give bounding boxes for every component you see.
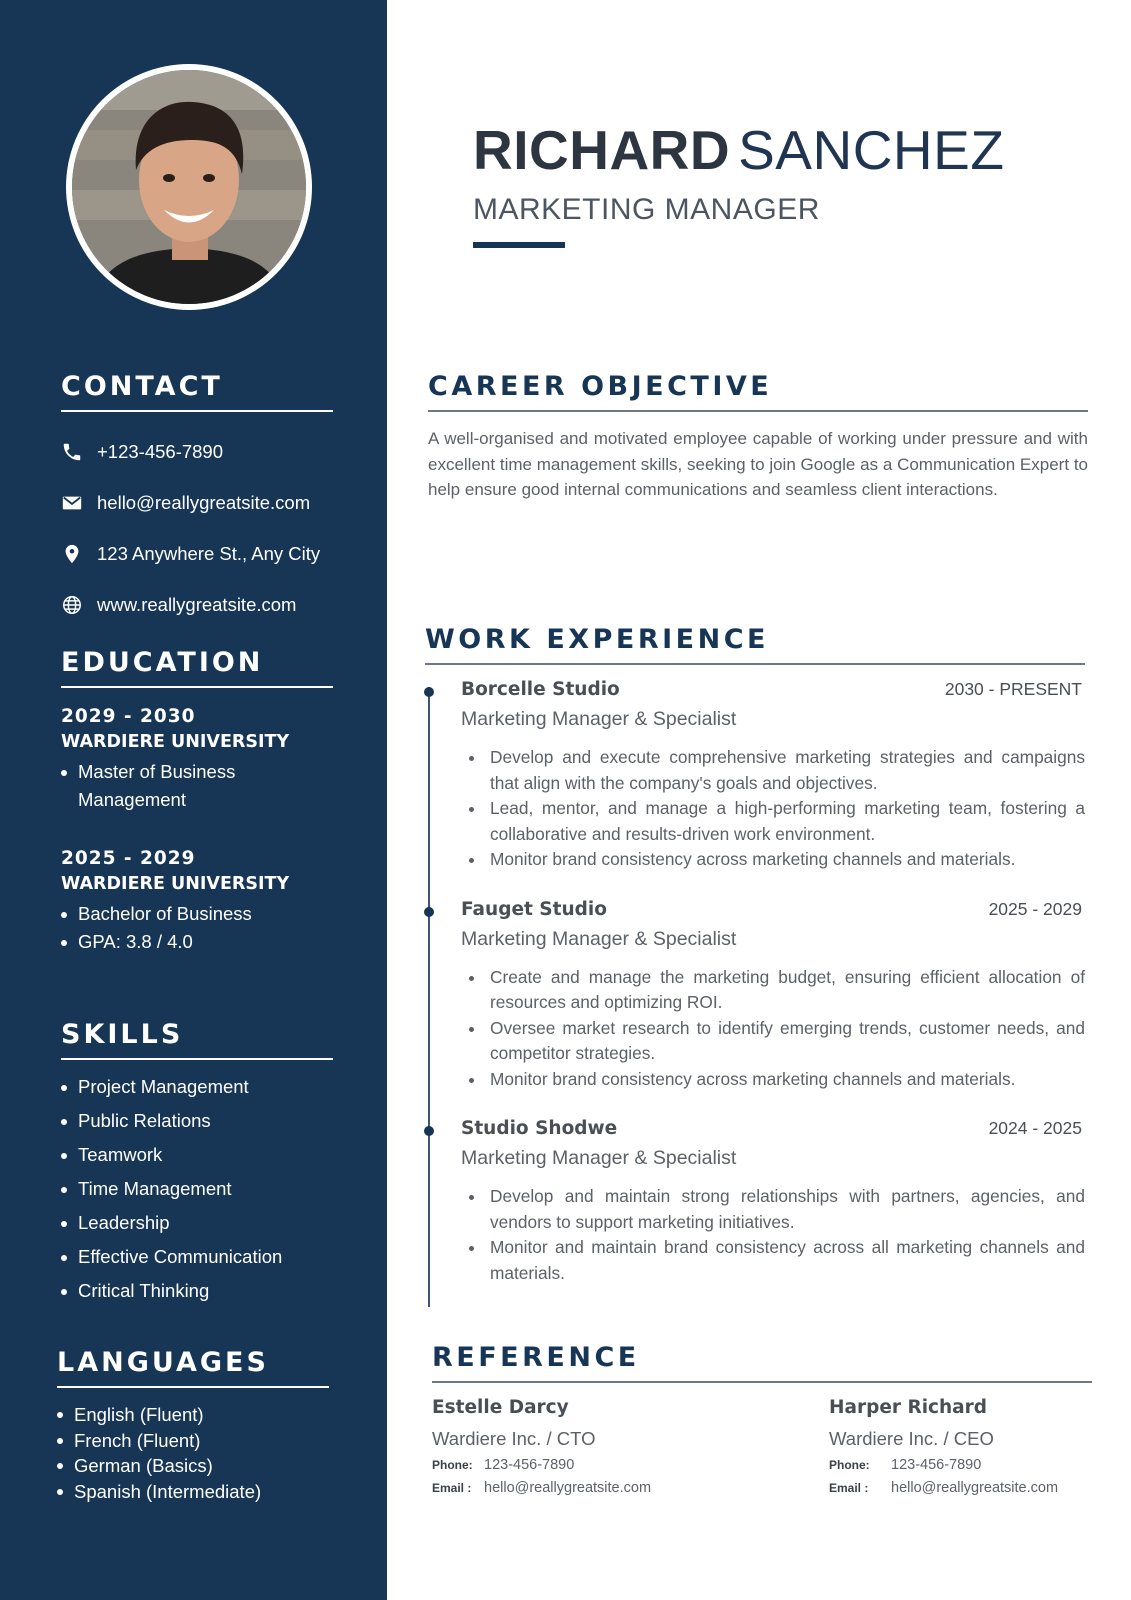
email-label: Email :	[829, 1481, 869, 1495]
reference-phone[interactable]: 123-456-7890	[484, 1457, 575, 1473]
job-company: Borcelle Studio	[461, 679, 620, 700]
reference-section	[432, 1342, 1092, 1496]
job-entry	[425, 1118, 1085, 1286]
reference-org: Wardiere Inc. / CEO	[829, 1428, 994, 1449]
profile-photo-frame	[66, 64, 312, 310]
contact-email-text[interactable]: hello@reallygreatsite.com	[97, 491, 311, 513]
contact-phone	[61, 426, 333, 477]
language-item: French (Fluent)	[57, 1428, 329, 1454]
reference-email[interactable]: hello@reallygreatsite.com	[484, 1480, 652, 1496]
skills-list	[61, 1070, 333, 1308]
timeline-dot	[424, 1126, 434, 1136]
skill-item: Teamwork	[61, 1138, 333, 1172]
job-entry	[425, 899, 1085, 1093]
reference-entry	[432, 1397, 829, 1496]
skill-item: Effective Communication	[61, 1240, 333, 1274]
skill-item: Leadership	[61, 1206, 333, 1240]
email-icon	[61, 492, 83, 514]
reference-heading: REFERENCE	[432, 1342, 1092, 1383]
experience-timeline	[425, 679, 1085, 1286]
objective-section	[428, 371, 1088, 503]
header-divider	[473, 242, 565, 248]
reference-phone-row	[432, 1457, 829, 1473]
contact-address	[61, 528, 333, 579]
reference-entry	[829, 1397, 1092, 1496]
job-title: Marketing Manager & Specialist	[461, 1147, 737, 1169]
skills-section	[61, 1019, 333, 1308]
education-heading: EDUCATION	[61, 647, 333, 688]
job-dates: 2030 - PRESENT	[944, 679, 1082, 699]
job-bullets	[461, 745, 1085, 873]
job-bullet: Develop and maintain strong relationships with partners, agencies, and vendors to support marketing initiatives.	[490, 1184, 1085, 1235]
skill-item: Time Management	[61, 1172, 333, 1206]
reference-email-row	[829, 1480, 1092, 1496]
education-school: WARDIERE UNIVERSITY	[61, 874, 290, 894]
job-bullet: Lead, mentor, and manage a high-performing marketing team, fostering a collaborative and results-driven work environment.	[490, 796, 1085, 847]
skill-item: Public Relations	[61, 1104, 333, 1138]
reference-phone[interactable]: 123-456-7890	[891, 1457, 982, 1473]
languages-section	[57, 1347, 329, 1504]
language-item: German (Basics)	[57, 1453, 329, 1479]
reference-name: Harper Richard	[829, 1397, 988, 1418]
contact-website-text[interactable]: www.reallygreatsite.com	[97, 593, 297, 615]
location-icon	[61, 543, 83, 565]
phone-icon	[61, 441, 83, 463]
reference-org: Wardiere Inc. / CTO	[432, 1428, 596, 1449]
job-title: Marketing Manager & Specialist	[461, 927, 737, 950]
education-entry	[61, 706, 333, 814]
reference-phone-row	[829, 1457, 1092, 1473]
phone-label: Phone:	[829, 1458, 870, 1472]
job-bullet: Monitor brand consistency across marketing channels and materials.	[490, 847, 1085, 873]
job-bullet: Develop and execute comprehensive marketing strategies and campaigns that align with the company's goals and objectives.	[490, 745, 1085, 796]
job-company: Studio Shodwe	[461, 1118, 618, 1139]
reference-email-row	[432, 1480, 829, 1496]
contact-website	[61, 579, 333, 630]
contact-list	[61, 426, 333, 630]
job-company: Fauget Studio	[461, 898, 607, 920]
education-school: WARDIERE UNIVERSITY	[61, 732, 290, 752]
language-item: English (Fluent)	[57, 1402, 329, 1428]
job-bullet: Create and manage the marketing budget, ensuring efficient allocation of resources and optimizing ROI.	[490, 965, 1085, 1016]
education-years: 2025 - 2029	[61, 848, 196, 869]
job-bullet: Monitor brand consistency across marketing channels and materials.	[490, 1067, 1085, 1093]
job-bullets	[461, 965, 1085, 1093]
reference-list	[432, 1397, 1092, 1496]
language-item: Spanish (Intermediate)	[57, 1479, 329, 1505]
profile-photo	[72, 70, 306, 304]
skills-heading: SKILLS	[61, 1019, 333, 1060]
job-entry	[425, 679, 1085, 873]
job-role: MARKETING MANAGER	[473, 193, 820, 226]
experience-section	[425, 624, 1085, 1286]
languages-heading: LANGUAGES	[57, 1347, 329, 1388]
reference-email[interactable]: hello@reallygreatsite.com	[891, 1480, 1059, 1496]
experience-heading: WORK EXPERIENCE	[425, 624, 1085, 665]
timeline-dot	[424, 907, 434, 917]
job-bullet: Monitor and maintain brand consistency across all marketing channels and materials.	[490, 1235, 1085, 1286]
job-title: Marketing Manager & Specialist	[461, 708, 737, 730]
education-years: 2029 - 2030	[61, 706, 196, 727]
first-name: RICHARD	[473, 119, 731, 181]
last-name: SANCHEZ	[738, 119, 1005, 181]
education-detail: GPA: 3.8 / 4.0	[61, 928, 333, 956]
skill-item: Critical Thinking	[61, 1274, 333, 1308]
contact-heading: CONTACT	[61, 371, 333, 412]
education-detail: Bachelor of Business	[61, 900, 333, 928]
timeline-dot	[424, 687, 434, 697]
email-label: Email :	[432, 1481, 472, 1495]
education-details	[61, 900, 333, 956]
globe-icon	[61, 594, 83, 616]
contact-phone-text[interactable]: +123-456-7890	[97, 440, 224, 462]
contact-section	[61, 371, 333, 630]
contact-address-text: 123 Anywhere St., Any City	[97, 542, 321, 564]
education-detail: Master of Business Management	[61, 758, 333, 814]
full-name	[473, 118, 1004, 182]
job-dates: 2025 - 2029	[988, 898, 1082, 919]
phone-label: Phone:	[432, 1458, 473, 1472]
contact-email	[61, 477, 333, 528]
sidebar	[0, 0, 387, 1600]
reference-name: Estelle Darcy	[432, 1397, 569, 1418]
job-bullets	[461, 1184, 1085, 1286]
education-details	[61, 758, 333, 814]
objective-heading: CAREER OBJECTIVE	[428, 371, 1088, 412]
languages-list	[57, 1402, 329, 1504]
job-dates: 2024 - 2025	[988, 1118, 1082, 1138]
skill-item: Project Management	[61, 1070, 333, 1104]
education-section	[61, 647, 333, 956]
job-bullet: Oversee market research to identify emerging trends, customer needs, and competitor strategies.	[490, 1016, 1085, 1067]
objective-text: A well-organised and motivated employee capable of working under pressure and with excellent time management skills, seeking to join Google as a Communication Expert to help ensure good internal communications and seamless client interactions.	[428, 429, 1088, 499]
education-entry	[61, 848, 333, 956]
